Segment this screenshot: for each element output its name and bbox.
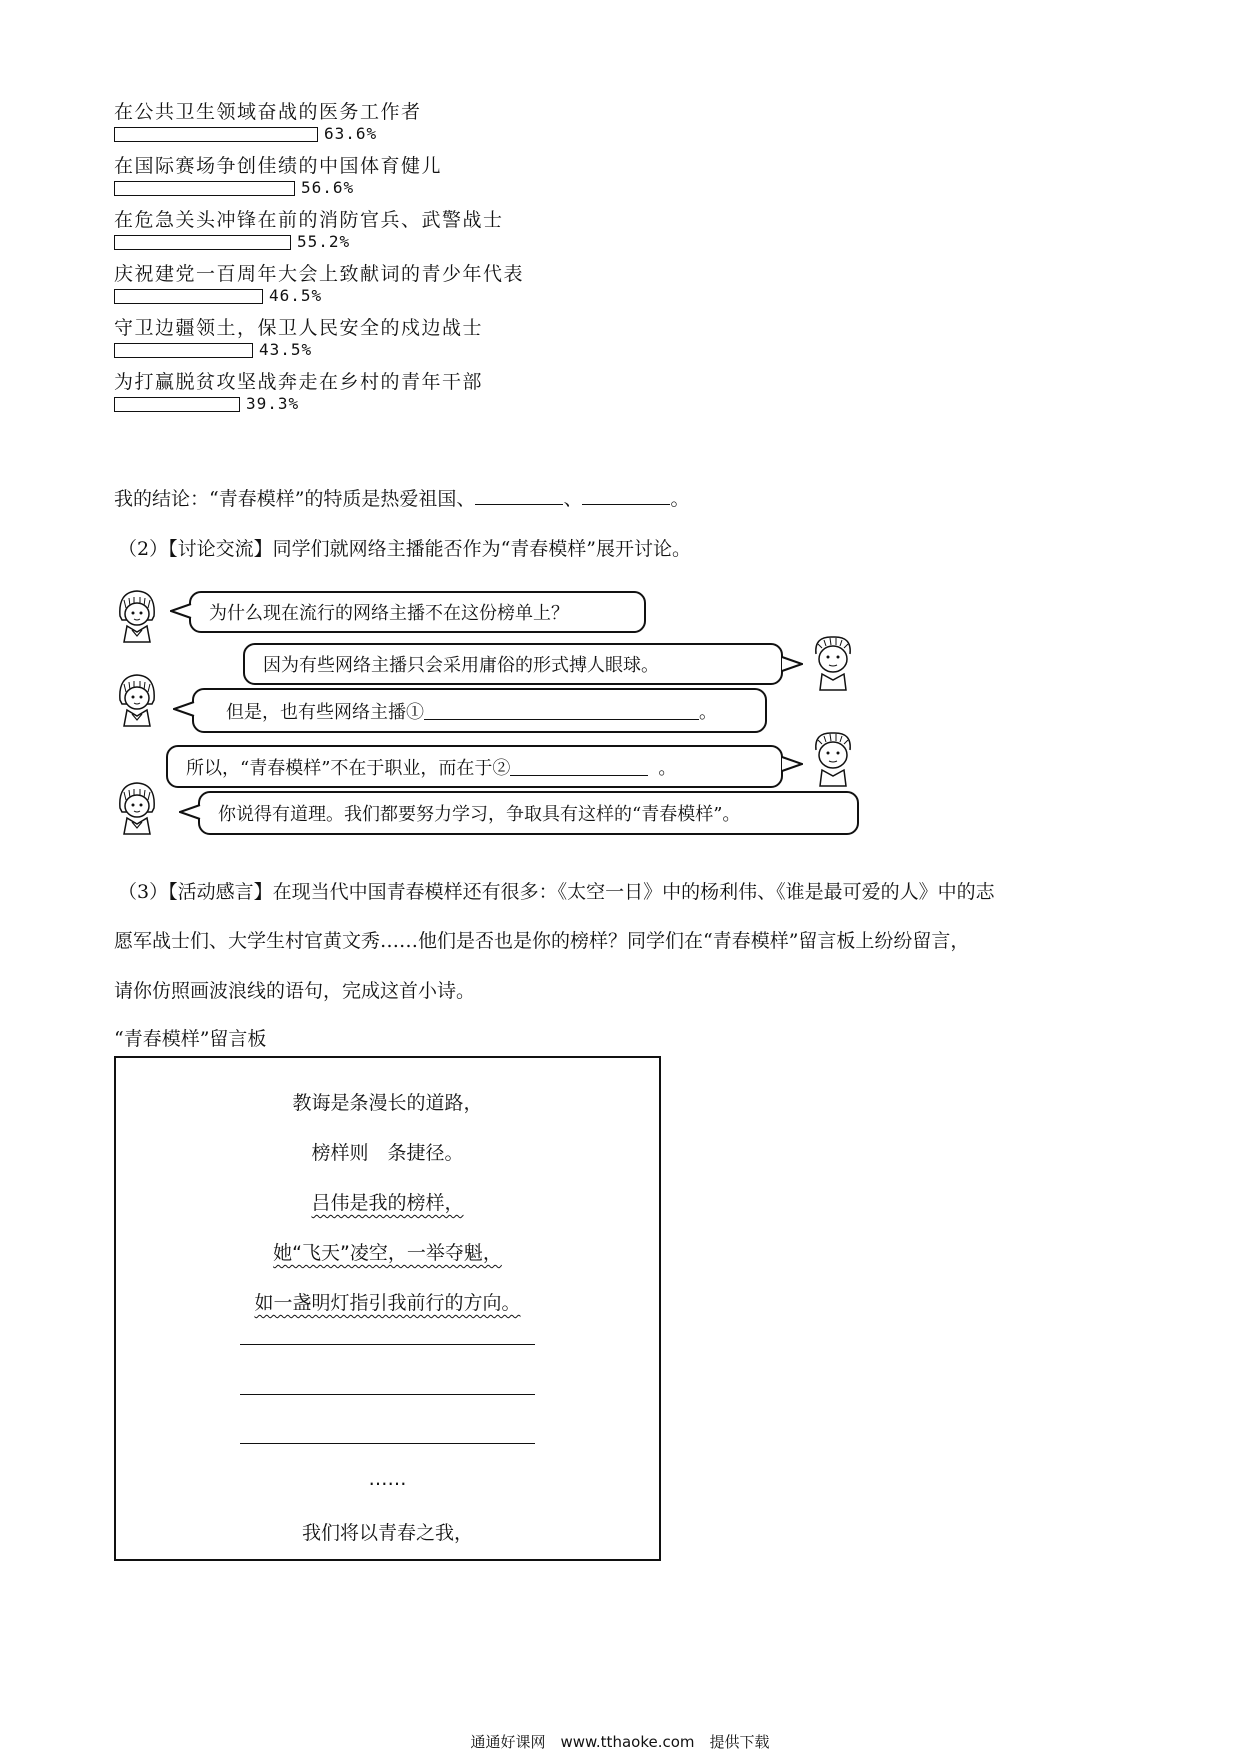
bar-value-label: 39.3% <box>246 394 300 413</box>
poem-answer-line[interactable] <box>240 1394 535 1395</box>
bar <box>114 235 291 250</box>
bar-category-label: 庆祝建党一百周年大会上致献词的青少年代表 <box>114 263 525 285</box>
board-title: “青春模样”留言板 <box>114 1028 267 1050</box>
dialog-line: 但是，也有些网络主播① <box>226 701 424 723</box>
poem-line: 教诲是条漫长的道路， <box>292 1092 483 1114</box>
poem-line-wavy <box>116 1188 659 1215</box>
bar <box>114 397 240 412</box>
conclusion-line <box>114 484 689 511</box>
bar-value-label: 55.2% <box>297 232 351 251</box>
answer-blank[interactable] <box>475 486 563 505</box>
bar-value-label: 56.6% <box>301 178 355 197</box>
question-3-line-2: 愿军战士们、大学生村官黄文秀……他们是否也是你的榜样？同学们在“青春模样”留言板上纷纷留言， <box>114 930 970 952</box>
bar <box>114 127 318 142</box>
boy-avatar <box>808 632 858 692</box>
bar-value-label: 43.5% <box>259 340 313 359</box>
question-2-intro: （2）【讨论交流】同学们就网络主播能否作为“青春模样”展开讨论。 <box>118 538 692 560</box>
wavy-text: 她“飞天”凌空，一举夺魁， <box>273 1242 502 1264</box>
dialog-line-end: 。 <box>699 701 717 723</box>
bubble-tail <box>781 656 803 672</box>
answer-blank-1[interactable] <box>424 701 699 720</box>
dialog-line-end: 。 <box>658 757 677 779</box>
girl-avatar <box>114 778 160 838</box>
bar-category-label: 在公共卫生领域奋战的医务工作者 <box>114 101 422 123</box>
wavy-text: 吕伟是我的榜样， <box>311 1192 464 1214</box>
speech-bubble <box>198 791 859 835</box>
bar <box>114 343 253 358</box>
dialog-line: 你说得有道理。我们都要努力学习，争取具有这样的“青春模样”。 <box>218 804 741 825</box>
bar <box>114 289 263 304</box>
bar-value-label: 63.6% <box>324 124 378 143</box>
period: 。 <box>670 488 690 510</box>
bubble-tail <box>781 756 803 772</box>
bar-category-label: 守卫边疆领土，保卫人民安全的戍边战士 <box>114 317 484 339</box>
bar <box>114 181 295 196</box>
bar-category-label: 为打赢脱贫攻坚战奔走在乡村的青年干部 <box>114 371 484 393</box>
dialog-line: 所以，“青春模样”不在于职业，而在于② <box>186 757 511 779</box>
wavy-text: 如一盏明灯指引我前行的方向。 <box>254 1292 521 1314</box>
page-footer: 通通好课网 www.tthaoke.com 提供下载 <box>470 1733 770 1751</box>
girl-avatar <box>114 586 160 646</box>
bar-value-label: 46.5% <box>269 286 323 305</box>
poem-line-wavy <box>116 1288 659 1315</box>
bubble-tail <box>170 603 192 619</box>
bar-category-label: 在危急关头冲锋在前的消防官兵、武警战士 <box>114 209 504 231</box>
question-3-line-1: （3）【活动感言】在现当代中国青春模样还有很多：《太空一日》中的杨利伟、《谁是最可爱的人》中的志 <box>118 881 995 903</box>
bar-category-label: 在国际赛场争创佳绩的中国体育健儿 <box>114 155 443 177</box>
dialog-line: 因为有些网络主播只会采用庸俗的形式搏人眼球。 <box>263 655 659 676</box>
girl-avatar <box>114 670 160 730</box>
poem-ellipsis: …… <box>368 1468 407 1490</box>
bubble-tail <box>173 701 195 717</box>
bubble-tail <box>179 804 201 820</box>
separator: 、 <box>563 488 583 510</box>
speech-bubble <box>192 688 767 733</box>
message-board <box>114 1056 661 1561</box>
poem-line: 我们将以青春之我， <box>301 1522 473 1544</box>
poem-answer-line[interactable] <box>240 1344 535 1345</box>
poem-answer-line[interactable] <box>240 1443 535 1444</box>
poem-line-wavy <box>116 1238 659 1265</box>
conclusion-text: 我的结论：“青春模样”的特质是热爱祖国、 <box>114 488 476 510</box>
answer-blank[interactable] <box>582 486 670 505</box>
speech-bubble <box>166 745 783 788</box>
speech-bubble <box>243 643 783 685</box>
dialog-line: 为什么现在流行的网络主播不在这份榜单上？ <box>209 603 569 624</box>
speech-bubble <box>189 591 646 633</box>
boy-avatar <box>808 728 858 790</box>
answer-blank-2[interactable] <box>510 757 648 776</box>
poem-line: 榜样则 条捷径。 <box>311 1142 464 1164</box>
question-3-line-3: 请你仿照画波浪线的语句，完成这首小诗。 <box>114 980 476 1002</box>
